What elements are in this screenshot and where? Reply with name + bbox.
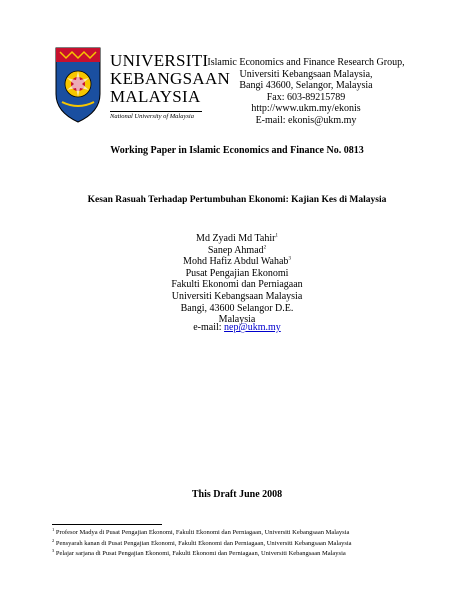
group-fax: Fax: 603-89215789 [266,91,346,103]
university-name-line: MALAYSIA [110,87,201,106]
group-email-link[interactable]: E-mail: ekonis@ukm.my [255,114,357,126]
footnote-divider [52,524,162,525]
university-name-line: KEBANGSAAN [110,69,231,88]
author-block [0,233,474,326]
paper-title: Kesan Rasuah Terhadap Pertumbuhan Ekonomi: Kajian Kes di Malaysia [87,195,387,205]
affiliation-line: Pusat Pengajian Ekonomi [185,267,289,279]
university-wordmark [110,51,231,121]
footnote: $^2$ Pensyarah kanan di Pusat Pengajian Ekonomi, Fakulti Ekonomi dan Perniagaan, Universiti Kebangsaan Malaysia [52,537,352,547]
affiliation-line: Bangi, 43600 Selangor D.E. [180,302,294,314]
footnote: $^3$ Pelajar sarjana di Pusat Pengajian Ekonomi, Fakulti Ekonomi dan Perniagaan, Universiti Kebangsaan Malaysia [52,547,346,557]
affiliation-line: Universiti Kebangsaan Malaysia [171,290,303,302]
footnotes [52,528,432,560]
university-subtitle: National University of Malaysia [110,111,202,121]
working-paper-title: Working Paper in Islamic Economics and Finance No. 0813 [110,145,364,156]
research-group-address [198,57,414,126]
email-label: e-mail: [193,322,222,333]
affiliation-line: Malaysia [218,314,256,326]
author-name: Sanep Ahmad$^2$ [207,244,267,256]
group-address: Bangi 43600, Selangor, Malaysia [239,80,373,91]
group-name: Islamic Economics and Finance Research Group, [207,57,405,68]
email-link[interactable]: nep@ukm.my [224,322,281,333]
ukm-crest-logo [52,44,104,126]
author-name: Mohd Hafiz Abdul Wahab$^3$ [183,256,291,268]
draft-date: This Draft June 2008 [191,489,283,500]
author-name: Md Zyadi Md Tahir$^1$ [196,233,278,244]
affiliation-line: Fakulti Ekonomi dan Perniagaan [171,279,303,291]
contact-email [0,322,474,333]
group-institution: Universiti Kebangsaan Malaysia, [239,68,373,80]
group-website-link[interactable]: http://www.ukm.my/ekonis [251,103,361,114]
footnote: $^1$ Profesor Madya di Pusat Pengajian Ekonomi, Fakulti Ekonomi dan Perniagaan, Universiti Kebangsaan Malaysia [52,526,350,536]
university-name-line: UNIVERSITI [110,51,209,70]
